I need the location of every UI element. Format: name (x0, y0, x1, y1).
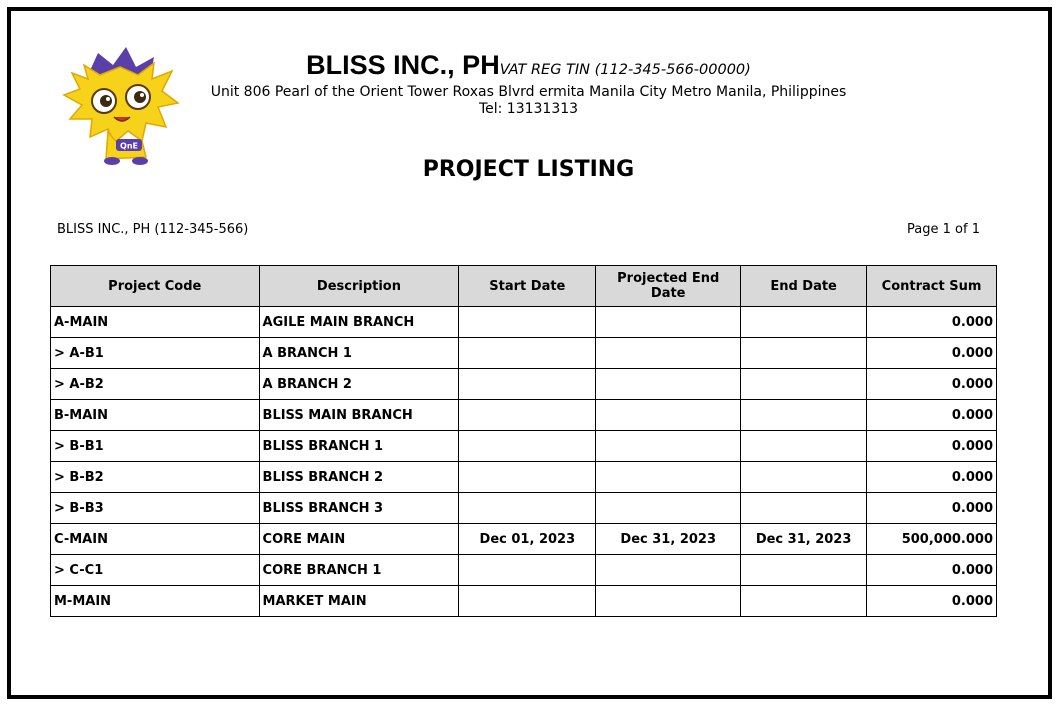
projected-end-date-cell (596, 493, 741, 524)
end-date-cell: Dec 31, 2023 (741, 524, 867, 555)
project-listing-table (50, 265, 997, 617)
contract-sum-cell: 0.000 (867, 338, 997, 369)
column-header-description: Description (259, 266, 459, 307)
table-row (51, 555, 997, 586)
start-date-cell: Dec 01, 2023 (459, 524, 596, 555)
contract-sum-cell: 0.000 (867, 555, 997, 586)
description-cell: A BRANCH 2 (259, 369, 459, 400)
project-code-cell: M-MAIN (51, 586, 260, 617)
project-code-cell: A-MAIN (51, 307, 260, 338)
company-name: BLISS INC., PH (306, 50, 500, 80)
table-row (51, 493, 997, 524)
table-header-row (51, 266, 997, 307)
end-date-cell (741, 400, 867, 431)
contract-sum-cell: 0.000 (867, 369, 997, 400)
company-tel: Tel: 13131313 (478, 101, 579, 117)
table-row (51, 338, 997, 369)
end-date-cell (741, 493, 867, 524)
table-row (51, 400, 997, 431)
company-address: Unit 806 Pearl of the Orient Tower Roxas Blvrd ermita Manila City Metro Manila, Philippines (210, 84, 847, 100)
project-code-cell: > A-B2 (51, 369, 260, 400)
table-row (51, 307, 997, 338)
column-header-end-date: End Date (741, 266, 867, 307)
end-date-cell (741, 555, 867, 586)
project-code-cell: > B-B1 (51, 431, 260, 462)
end-date-cell (741, 431, 867, 462)
description-cell: BLISS BRANCH 2 (259, 462, 459, 493)
table-row (51, 369, 997, 400)
description-cell: BLISS BRANCH 1 (259, 431, 459, 462)
projected-end-date-cell (596, 431, 741, 462)
start-date-cell (459, 338, 596, 369)
contract-sum-cell: 0.000 (867, 307, 997, 338)
end-date-cell (741, 462, 867, 493)
description-cell: BLISS BRANCH 3 (259, 493, 459, 524)
end-date-cell (741, 369, 867, 400)
projected-end-date-cell (596, 400, 741, 431)
project-code-cell: B-MAIN (51, 400, 260, 431)
end-date-cell (741, 338, 867, 369)
project-code-cell: > B-B2 (51, 462, 260, 493)
description-cell: AGILE MAIN BRANCH (259, 307, 459, 338)
start-date-cell (459, 493, 596, 524)
projected-end-date-cell (596, 307, 741, 338)
description-cell: A BRANCH 1 (259, 338, 459, 369)
project-code-cell: > C-C1 (51, 555, 260, 586)
start-date-cell (459, 555, 596, 586)
projected-end-date-cell (596, 462, 741, 493)
projected-end-date-cell (596, 369, 741, 400)
start-date-cell (459, 307, 596, 338)
projected-end-date-cell (596, 555, 741, 586)
company-reference: BLISS INC., PH (112-345-566) (57, 222, 249, 237)
table-row (51, 524, 997, 555)
table-row (51, 462, 997, 493)
column-header-start-date: Start Date (459, 266, 596, 307)
start-date-cell (459, 431, 596, 462)
start-date-cell (459, 369, 596, 400)
description-cell: CORE MAIN (259, 524, 459, 555)
projected-end-date-cell (596, 338, 741, 369)
contract-sum-cell: 0.000 (867, 462, 997, 493)
contract-sum-cell: 0.000 (867, 586, 997, 617)
table-row (51, 431, 997, 462)
report-title: PROJECT LISTING (422, 157, 635, 182)
page-indicator: Page 1 of 1 (907, 222, 980, 237)
description-cell: BLISS MAIN BRANCH (259, 400, 459, 431)
projected-end-date-cell: Dec 31, 2023 (596, 524, 741, 555)
contract-sum-cell: 500,000.000 (867, 524, 997, 555)
start-date-cell (459, 400, 596, 431)
start-date-cell (459, 586, 596, 617)
projected-end-date-cell (596, 586, 741, 617)
contract-sum-cell: 0.000 (867, 400, 997, 431)
table-row (51, 586, 997, 617)
description-cell: CORE BRANCH 1 (259, 555, 459, 586)
end-date-cell (741, 307, 867, 338)
contract-sum-cell: 0.000 (867, 493, 997, 524)
column-header-project-code: Project Code (51, 266, 260, 307)
description-cell: MARKET MAIN (259, 586, 459, 617)
project-code-cell: C-MAIN (51, 524, 260, 555)
column-header-contract-sum: Contract Sum (867, 266, 997, 307)
column-header-projected-end-date: Projected End Date (596, 266, 741, 307)
vat-reg-tin: VAT REG TIN (112-345-566-00000) (499, 62, 751, 78)
start-date-cell (459, 462, 596, 493)
logo-badge-text: QnE (120, 141, 138, 151)
end-date-cell (741, 586, 867, 617)
contract-sum-cell: 0.000 (867, 431, 997, 462)
project-code-cell: > B-B3 (51, 493, 260, 524)
company-header (0, 50, 1057, 117)
project-code-cell: > A-B1 (51, 338, 260, 369)
